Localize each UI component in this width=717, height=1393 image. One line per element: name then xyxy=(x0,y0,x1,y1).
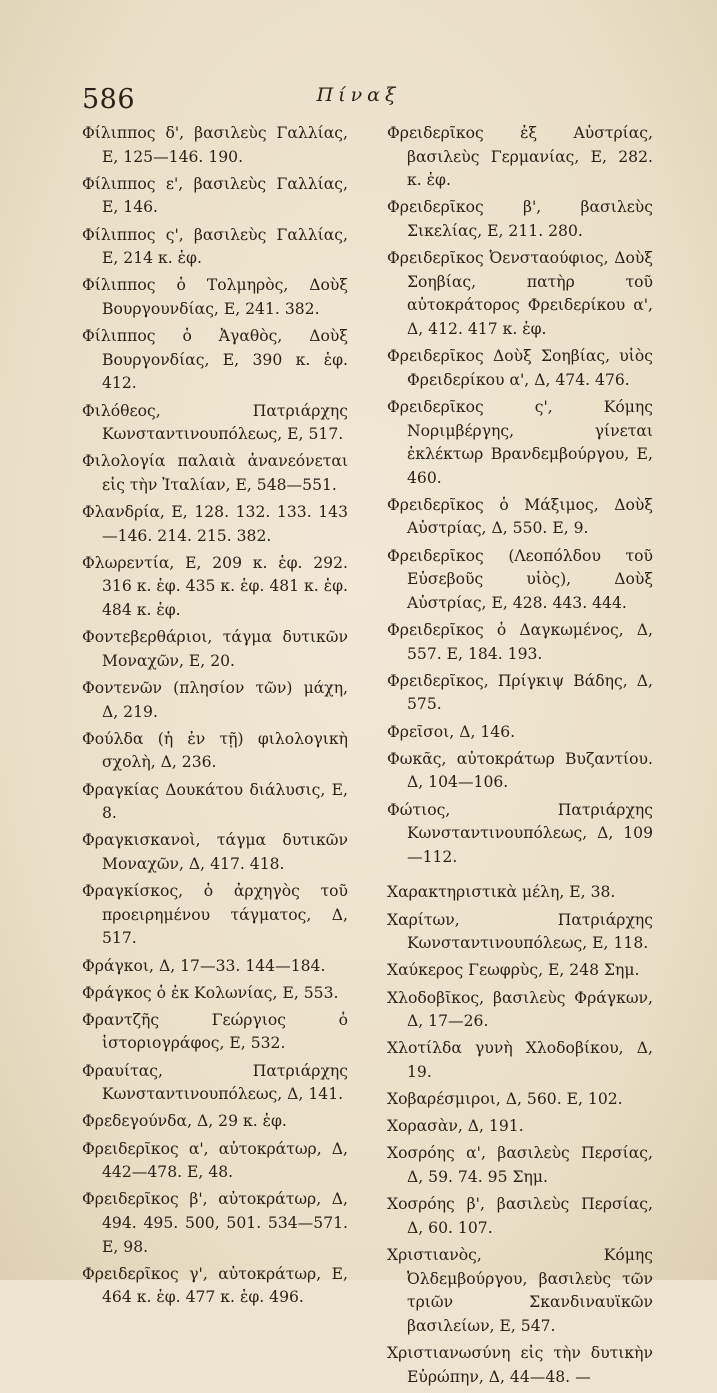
index-entry: Χοβαρέσμιροι, Δ, 560. Ε, 102. xyxy=(387,1090,623,1109)
index-entry: Χριστιανωσύνη εἰς τὴν δυτικὴν Εὐρώπην, Δ, 44—48. — xyxy=(387,1343,653,1386)
index-entry: Φρειδερῖκος ὁ Δαγκωμένος, Δ, 557. Ε, 184. 193. xyxy=(387,621,653,663)
index-entry: Φραυίτας, Πατριάρχης Κωνσταντινουπόλεως, Δ, 141. xyxy=(82,1061,348,1104)
index-entry: Φοντενῶν (πλησίον τῶν) μάχη, Δ, 219. xyxy=(82,679,348,721)
index-entry: Φρειδερῖκος Δοὺξ Σοηβίας, υἱὸς Φρειδερίκου α', Δ, 474. 476. xyxy=(387,347,653,389)
index-entry: Φίλιππος ε', βασιλεὺς Γαλλίας, Ε, 146. xyxy=(82,174,348,217)
index-entry: Φράγκοι, Δ, 17—33. 144—184. xyxy=(82,956,326,975)
index-entry: Φίλιππος δ', βασιλεὺς Γαλλίας, Ε, 125—146. 190. xyxy=(82,124,348,166)
index-entry: Φρειδερῖκος ἐξ Αὐστρίας, βασιλεὺς Γερμανίας, Ε, 282. κ. ἑφ. xyxy=(387,124,653,190)
index-entry: Φραγκίας Δουκάτου διάλυσις, Ε, 8. xyxy=(82,780,348,823)
index-entry: Φραντζῆς Γεώργιος ὁ ἱστοριογράφος, Ε, 532. xyxy=(82,1010,348,1053)
index-entry: Φιλόθεος, Πατριάρχης Κωνσταντινουπόλεως, Ε, 517. xyxy=(82,401,348,444)
index-entry: Φούλδα (ἡ ἐν τῇ) φιλολογικὴ σχολὴ, Δ, 236. xyxy=(82,729,348,772)
index-entry: Φρειδερῖκος ὁ Μάξιμος, Δοὺξ Αὐστρίας, Δ, 550. Ε, 9. xyxy=(387,495,653,538)
index-entry: Φρεῖσοι, Δ, 146. xyxy=(387,722,516,741)
index-entry: Φρειδερῖκος α', αὐτοκράτωρ, Δ, 442—478. Ε, 48. xyxy=(82,1139,348,1182)
index-entry: Φράγκος ὁ ἐκ Κολωνίας, Ε, 553. xyxy=(82,983,339,1002)
index-entry: Φλωρεντία, Ε, 209 κ. ἑφ. 292. 316 κ. ἑφ. 435 κ. ἑφ. 481 κ. ἑφ. 484 κ. ἑφ. xyxy=(82,553,348,620)
index-column-left xyxy=(82,122,348,1314)
index-entry: Φρειδερῖκος γ', αὐτοκράτωρ, Ε, 464 κ. ἑφ. 477 κ. ἑφ. 496. xyxy=(82,1264,348,1307)
index-entry: Χοσρόης α', βασιλεὺς Περσίας, Δ, 59. 74. 95 Σημ. xyxy=(387,1144,653,1187)
index-entry: Φραγκισκανοὶ, τάγμα δυτικῶν Μοναχῶν, Δ, 417. 418. xyxy=(82,831,348,873)
index-entry: Φίλιππος ς', βασιλεὺς Γαλλίας, Ε, 214 κ. ἑφ. xyxy=(82,225,348,268)
index-entry: Φρειδερῖκος β', αὐτοκράτωρ, Δ, 494. 495. 500, 501. 534—571. Ε, 98. xyxy=(82,1190,348,1256)
index-entry: Χοσρόης β', βασιλεὺς Περσίας, Δ, 60. 107. xyxy=(387,1195,653,1237)
index-entry: Χλοτίλδα γυνὴ Χλοδοβίκου, Δ, 19. xyxy=(387,1039,653,1081)
index-entry: Χαύκερος Γεωφρὺς, Ε, 248 Σημ. xyxy=(387,961,640,980)
page-number: 586 xyxy=(82,84,136,115)
index-column-right xyxy=(387,122,653,1393)
index-entry: Φλανδρία, Ε, 128. 132. 133. 143—146. 214. 215. 382. xyxy=(82,503,348,545)
index-entry: Χλοδοβῖκος, βασιλεὺς Φράγκων, Δ, 17—26. xyxy=(387,988,653,1031)
index-entry: Φωκᾶς, αὐτοκράτωρ Βυζαντίου. Δ, 104—106. xyxy=(387,749,653,792)
index-entry: Φρειδερῖκος ς', Κόμης Νοριμβέργης, γίνεται ἐκλέκτωρ Βρανδεμβούργου, Ε, 460. xyxy=(387,397,653,487)
running-head: Πίναξ xyxy=(316,84,401,106)
index-entry: Χαρίτων, Πατριάρχης Κωνσταντινουπόλεως, Ε, 118. xyxy=(387,910,653,953)
index-entry: Χορασὰν, Δ, 191. xyxy=(387,1117,524,1136)
index-entry: Φίλιππος ὁ Τολμηρὸς, Δοὺξ Βουργουνδίας, Ε, 241. 382. xyxy=(82,276,348,318)
index-entry: Φοντεβερθάριοι, τάγμα δυτικῶν Μοναχῶν, Ε, 20. xyxy=(82,628,348,670)
index-entry: Φρειδερῖκος, Πρίγκιψ Βάδης, Δ, 575. xyxy=(387,671,653,714)
index-entry: Φρειδερῖκος β', βασιλεὺς Σικελίας, Ε, 211. 280. xyxy=(387,198,653,240)
index-entry: Φίλιππος ὁ Ἀγαθὸς, Δοὺξ Βουργονδίας, Ε, 390 κ. ἑφ. 412. xyxy=(82,327,348,393)
index-entry: Χριστιανὸς, Κόμης Ὀλδεμβούργου, βασιλεὺς τῶν τριῶν Σκανδιναυϊκῶν βασιλείων, Ε, 547. xyxy=(387,1246,653,1335)
index-entry: Φώτιος, Πατριάρχης Κωνσταντινουπόλεως, Δ, 109—112. xyxy=(387,800,653,866)
index-entry: Φρειδερῖκος (Λεοπόλδου τοῦ Εὐσεβοῦς υἱὸς), Δοὺξ Αὐστρίας, Ε, 428. 443. 444. xyxy=(387,546,653,612)
index-entry: Χαρακτηριστικὰ μέλη, Ε, 38. xyxy=(387,883,616,902)
index-entry: Φραγκίσκος, ὁ ἀρχηγὸς τοῦ προειρημένου τάγματος, Δ, 517. xyxy=(82,882,348,948)
index-entry: Φρειδερῖκος Ὀενσταούφιος, Δοὺξ Σοηβίας, πατὴρ τοῦ αὐτοκράτορος Φρειδερίκου α', Δ, 412. 417 κ. ἑφ. xyxy=(387,249,653,338)
index-entry: Φιλολογία παλαιὰ ἀνανεόνεται εἰς τὴν Ἰταλίαν, Ε, 548—551. xyxy=(82,452,348,494)
index-entry: Φρεδεγούνδα, Δ, 29 κ. ἑφ. xyxy=(82,1112,287,1131)
